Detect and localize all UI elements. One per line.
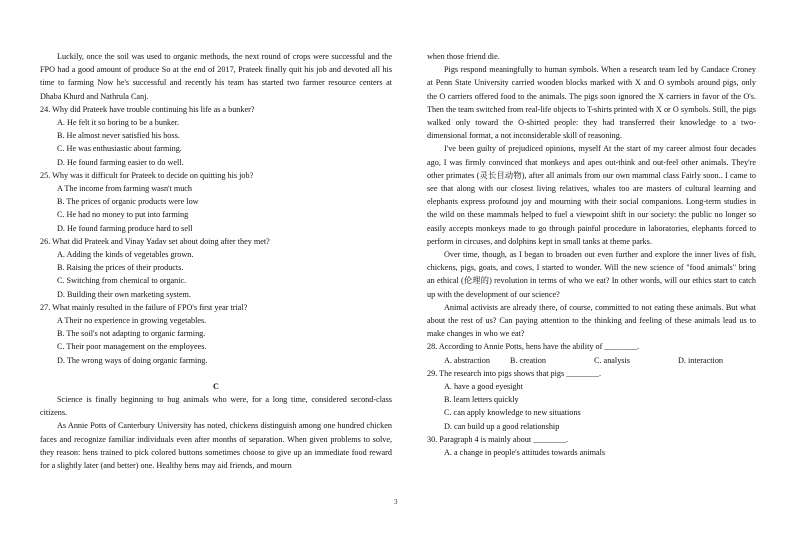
question-24 <box>40 103 392 169</box>
question-stem: 27. What mainly resulted in the failure of FPO's first year trial? <box>40 302 248 312</box>
option-row <box>427 354 756 367</box>
question-30 <box>427 433 756 459</box>
question-26 <box>40 235 392 301</box>
passage-paragraph: Science is finally beginning to hug animals who were, for a long time, considered second-class citizens. <box>40 395 392 418</box>
passage-paragraph: Animal activists are already there, of course, committed to not eating these animals. But what about the rest of us? Can paying attention to the thinking and feeling of these animals lead us to make changes in who we eat? <box>427 302 756 339</box>
option: D. Building their own marketing system. <box>57 289 191 299</box>
intro-paragraph: Luckily, once the soil was used to organic methods, the next round of crops were successful and the FPO had a good amount of produce So at the end of 2017, Prateek finally quit his job and devoted all his time to farming Now he's successful and recently his team has started two farmer resource centers at Dhaba Khurd and Nathrula Canj. <box>40 52 392 101</box>
option: A. a change in people's attitudes towards animals <box>444 448 606 458</box>
option: D. He found farming produce hard to sell <box>57 223 193 233</box>
question-stem: 24. Why did Prateek have trouble continuing his life as a bunker? <box>40 104 255 114</box>
option: B. learn letters quickly <box>444 395 519 405</box>
option: A The income from farming wasn't much <box>57 184 193 194</box>
question-28 <box>427 340 756 366</box>
question-25 <box>40 169 392 235</box>
option: C. can apply knowledge to new situations <box>444 408 581 418</box>
question-stem: 25. Why was it difficult for Prateek to decide on quitting his job? <box>40 170 254 180</box>
option: B. The soil's not adapting to organic farming. <box>57 329 206 339</box>
option: D. The wrong ways of doing organic farming. <box>57 355 208 365</box>
question-29 <box>427 367 756 433</box>
passage-paragraph: Pigs respond meaningfully to human symbols. When a research team led by Candace Croney at Penn State University carried wooden blocks marked with X and O symbols around pigs, only the O carriers offered food to the animals. The pigs soon ignored the X carriers in favor of the O's. Then the team switched from real-life objects to T-shirts printed with X or O symbols. Still, the pigs walked only toward the O-shirted people: they had transferred their knowledge to a two-dimensional format, a not inconsiderable skill of reasoning. <box>427 65 756 141</box>
passage-paragraph: As Annie Potts of Canterbury University has noted, chickens distinguish among one hundred chicken faces and recognize familiar individuals even after months of separation. When given problems to solve, they reason: hens trained to pick colored buttons sometimes choose to give up an immediate food reward for a slightly later (and better) one. Healthy hens may aid friends, and mourn <box>40 421 392 471</box>
option: C. He was enthusiastic about farming. <box>57 144 182 154</box>
question-27 <box>40 301 392 367</box>
question-stem: 29. The research into pigs shows that pigs ________. <box>427 368 602 378</box>
option: C. Their poor management on the employees. <box>57 342 207 352</box>
section-heading: C <box>213 381 219 391</box>
passage-paragraph: I've been guilty of prejudiced opinions, myself At the start of my career almost four decades ago, I was firmly convinced that monkeys and apes out-think and out-feel other animals. They're other primates (灵长目动物), after all animals from our own mammal class Fairly soon.. I came to see that along with our closest living relatives, whales too are masters of cultural learning and elephants express profound joy and mourning with their social companions. Long-term studies in the wild on these mammals helped to fuel a viewpoint shift in our society: the public no longer so easily accepts monkeys made to go through painful procedure in laboratories, elephants forced to perform in circuses, and dolphins kept in small tanks at theme parks. <box>427 144 756 246</box>
option: B. The prices of organic products were low <box>57 197 199 207</box>
option: B. Raising the prices of their products. <box>57 263 184 273</box>
option: D. He found farming easier to do well. <box>57 157 184 167</box>
option: A. have a good eyesight <box>444 382 523 392</box>
option: A. He felt it so boring to be a bunker. <box>57 118 180 128</box>
option: D. interaction <box>678 355 724 365</box>
option: D. can build up a good relationship <box>444 421 560 431</box>
question-stem: 26. What did Prateek and Vinay Yadav set about doing after they met? <box>40 236 270 246</box>
question-stem: 30. Paragraph 4 is mainly about ________. <box>427 434 568 444</box>
right-column <box>427 50 756 459</box>
passage-paragraph: Over time, though, as I began to broaden out even further and explore the inner lives of fish, chickens, pigs, goats, and cows, I started to wonder. Will the new science of "food animals" bring an ethical (伦理的) revolution in terms of who we eat? In other words, will our ethics start to catch up with the development of our science? <box>427 250 756 299</box>
option: C. analysis <box>594 355 630 365</box>
option: C. He had no money to put into farming <box>57 210 189 220</box>
option: A. Adding the kinds of vegetables grown. <box>57 250 194 260</box>
page-number: 3 <box>394 498 398 506</box>
option: C. Switching from chemical to organic. <box>57 276 187 286</box>
option: B. creation <box>510 355 546 365</box>
option: B. He almost never satisfied his boss. <box>57 131 180 141</box>
option: A Their no experience in growing vegetables. <box>57 316 207 326</box>
left-column <box>40 50 392 472</box>
question-stem: 28. According to Annie Potts, hens have the ability of ________. <box>427 342 640 352</box>
passage-continuation: when those friend die. <box>427 52 500 61</box>
option: A. abstraction <box>444 355 490 365</box>
